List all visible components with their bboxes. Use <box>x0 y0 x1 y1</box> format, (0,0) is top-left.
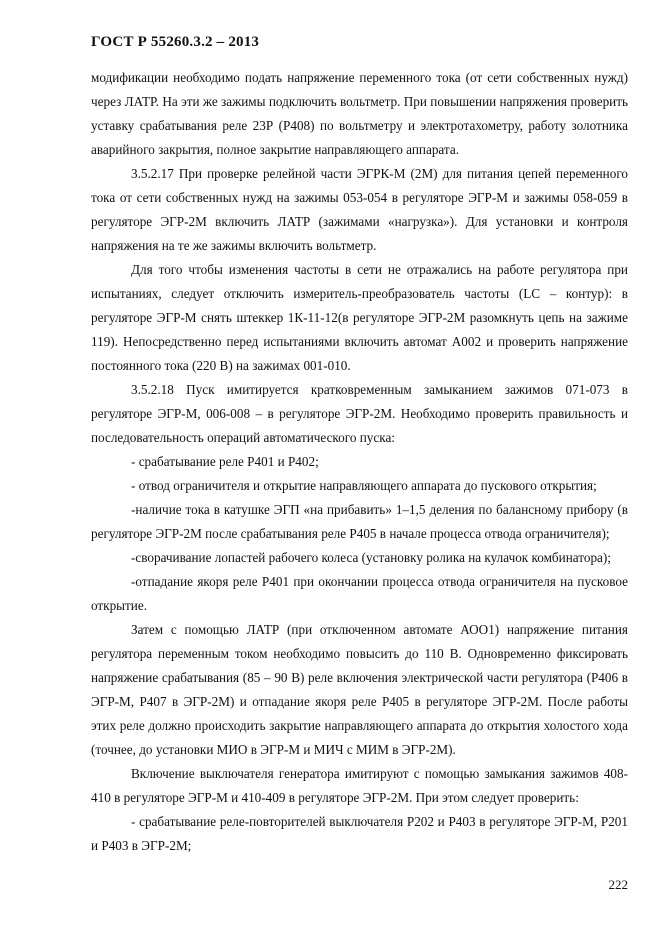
paragraph-frequency: Для того чтобы изменения частоты в сети не отражались на работе регулятора при испытаниях, следует отключить измеритель-преобразователь частоты (LC – контур): в регуляторе ЭГР-М снять штеккер 1К-11-12(в регуляторе ЭГР-2М разомкнуть цепь на зажиме 119). Непосредственно перед испытаниями включить автомат А002 и проверить напряжение постоянного тока (220 В) на зажимах 001-010. <box>91 262 628 373</box>
list-item-limiter-retraction: - отвод ограничителя и открытие направляющего аппарата до пускового открытия; <box>131 478 597 493</box>
list-item-coil-current: -наличие тока в катушке ЭГП «на прибавить» 1–1,5 деления по балансному прибору (в регуляторе ЭГР-2М после срабатывания реле Р405 в начале процесса отвода ограничителя); <box>91 502 628 541</box>
page-number: 222 <box>608 877 628 892</box>
paragraph-3-5-2-18: 3.5.2.18 Пуск имитируется кратковременным замыканием зажимов 071-073 в регуляторе ЭГР-М, 006-008 – в регуляторе ЭГР-2М. Необходимо проверить правильность и последовательность операций автоматического пуска: <box>91 382 628 445</box>
paragraph-3-5-2-17: 3.5.2.17 При проверке релейной части ЭГРК-М (2М) для питания цепей переменного тока от сети собственных нужд на зажимы 053-054 в регуляторе ЭГР-М и зажимы 058-059 в регуляторе ЭГР-2М включить ЛАТР (зажимами «нагрузка»). Для установки и контроля напряжения на те же зажимы включить вольтметр. <box>91 166 628 253</box>
list-item-relay-p401-p402: - срабатывание реле Р401 и Р402; <box>131 454 319 469</box>
list-item-blade-folding: -сворачивание лопастей рабочего колеса (установку ролика на кулачок комбинатора); <box>131 550 611 565</box>
paragraph-generator-switch: Включение выключателя генератора имитируют с помощью замыкания зажимов 408-410 в регуляторе ЭГР-М и 410-409 в регуляторе ЭГР-2М. При этом следует проверить: <box>91 766 628 805</box>
paragraph-latr-voltage: Затем с помощью ЛАТР (при отключенном автомате АОО1) напряжение питания регулятора переменным током необходимо повысить до 110 В. Одновременно фиксировать напряжение срабатывания (85 – 90 В) реле включения электрической части регулятора (Р406 в ЭГР-М, Р407 в ЭГР-2М) и отпадание якоря реле Р405 в регуляторе ЭГР-2М. После работы этих реле должно происходить закрытие направляющего аппарата до открытия холостого хода (точнее, до установки МИО в ЭГР-М и МИЧ с МИМ в ЭГР-2М). <box>91 622 628 757</box>
list-item-repeater-relays: - срабатывание реле-повторителей выключателя Р202 и Р403 в регуляторе ЭГР-М, Р201 и Р403 в ЭГР-2М; <box>91 814 628 853</box>
document-body <box>91 66 628 858</box>
document-header: ГОСТ Р 55260.3.2 – 2013 <box>91 34 260 50</box>
paragraph-continuation: модификации необходимо подать напряжение переменного тока (от сети собственных нужд) через ЛАТР. На эти же зажимы подключить вольтметр. При повышении напряжения проверить уставку срабатывания реле 23Р (Р408) по вольтметру и электротахометру, работу золотника аварийного закрытия, полное закрытие направляющего аппарата. <box>91 70 628 157</box>
list-item-relay-p401-release: -отпадание якоря реле Р401 при окончании процесса отвода ограничителя на пусковое открытие. <box>91 574 628 613</box>
